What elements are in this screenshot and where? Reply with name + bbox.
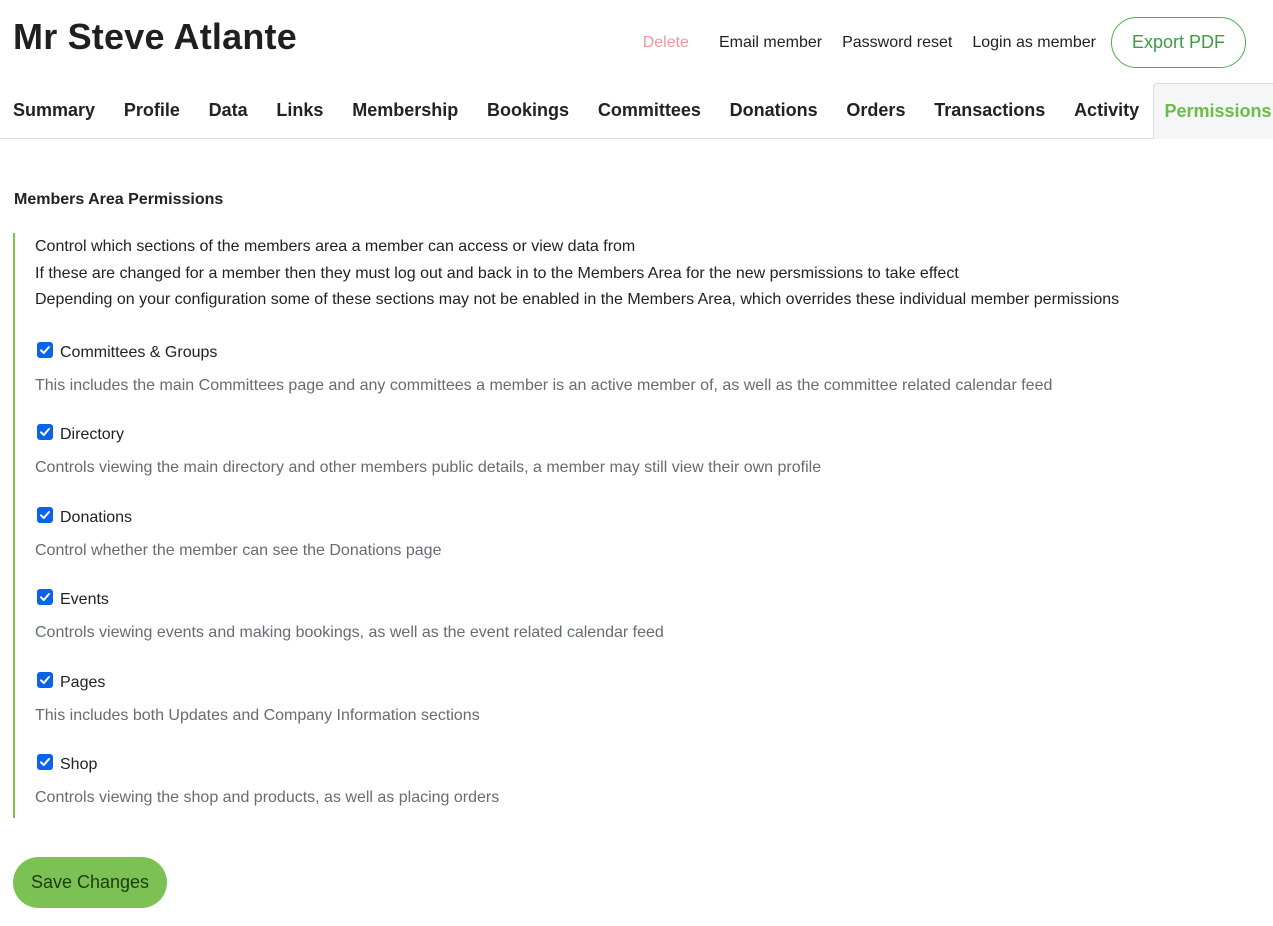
intro-line: If these are changed for a member then they must log out and back in to the Members Area for the new persmissions to take effect — [35, 264, 959, 282]
permission-description: Controls viewing events and making bookings, as well as the event related calendar feed — [35, 624, 664, 642]
tab-profile[interactable]: Profile — [123, 100, 180, 120]
permission-label[interactable]: Pages — [60, 673, 106, 691]
tab-committees[interactable]: Committees — [597, 100, 701, 120]
permission-description: This includes both Updates and Company Information sections — [35, 706, 480, 724]
permission-label[interactable]: Shop — [60, 756, 98, 774]
intro-line: Control which sections of the members area a member can access or view data from — [35, 238, 636, 255]
tab-data[interactable]: Data — [208, 100, 248, 120]
page-title: Mr Steve Atlante — [13, 16, 297, 57]
permission-label[interactable]: Events — [60, 591, 109, 609]
permission-description: Controls viewing the main directory and other members public details, a member may still view their own profile — [35, 459, 822, 477]
events-checkbox[interactable] — [37, 589, 53, 605]
permission-committees — [35, 341, 1213, 424]
committees-checkbox[interactable] — [37, 342, 53, 358]
delete-link[interactable]: Delete — [642, 33, 689, 51]
permission-directory — [35, 423, 1213, 506]
check-icon — [39, 591, 51, 603]
check-icon — [39, 344, 51, 356]
tab-membership[interactable]: Membership — [352, 100, 459, 120]
permissions-section — [13, 233, 1213, 818]
email-member-link[interactable]: Email member — [718, 33, 823, 51]
permission-description: This includes the main Committees page and any committees a member is an active member of, as well as the committee related calendar feed — [35, 376, 1053, 394]
tab-activity[interactable]: Activity — [1074, 100, 1140, 120]
permission-pages — [35, 671, 1213, 754]
login-as-member-link[interactable]: Login as member — [972, 33, 1096, 51]
save-changes-button[interactable]: Save Changes — [13, 857, 167, 908]
permission-description: Controls viewing the shop and products, as well as placing orders — [35, 789, 500, 807]
permission-events — [35, 588, 1213, 671]
permission-donations — [35, 506, 1213, 589]
check-icon — [39, 674, 51, 686]
permission-list — [35, 341, 1213, 837]
directory-checkbox[interactable] — [37, 424, 53, 440]
permission-shop — [35, 753, 1213, 836]
export-pdf-button[interactable]: Export PDF — [1111, 17, 1246, 68]
check-icon — [39, 509, 51, 521]
check-icon — [39, 756, 51, 768]
header-actions — [643, 17, 1246, 68]
intro-text — [35, 233, 1213, 314]
tab-bar — [0, 84, 1273, 139]
permission-label[interactable]: Committees & Groups — [60, 343, 218, 361]
section-title: Members Area Permissions — [14, 191, 224, 208]
tab-transactions[interactable]: Transactions — [934, 100, 1046, 120]
pages-checkbox[interactable] — [37, 672, 53, 688]
tab-orders[interactable]: Orders — [846, 100, 906, 120]
intro-line: Depending on your configuration some of these sections may not be enabled in the Members Area, which overrides these individual member permissions — [35, 291, 1120, 308]
tab-links[interactable]: Links — [276, 100, 324, 120]
donations-checkbox[interactable] — [37, 507, 53, 523]
tab-summary[interactable]: Summary — [13, 100, 96, 120]
tab-bookings[interactable]: Bookings — [487, 100, 570, 120]
shop-checkbox[interactable] — [37, 754, 53, 770]
check-icon — [39, 426, 51, 438]
permission-description: Control whether the member can see the Donations page — [35, 541, 442, 559]
permission-label[interactable]: Donations — [60, 508, 133, 526]
permission-label[interactable]: Directory — [60, 426, 125, 444]
password-reset-link[interactable]: Password reset — [842, 33, 953, 51]
tab-donations[interactable]: Donations — [729, 100, 818, 120]
tab-permissions[interactable]: Permissions — [1153, 83, 1273, 139]
